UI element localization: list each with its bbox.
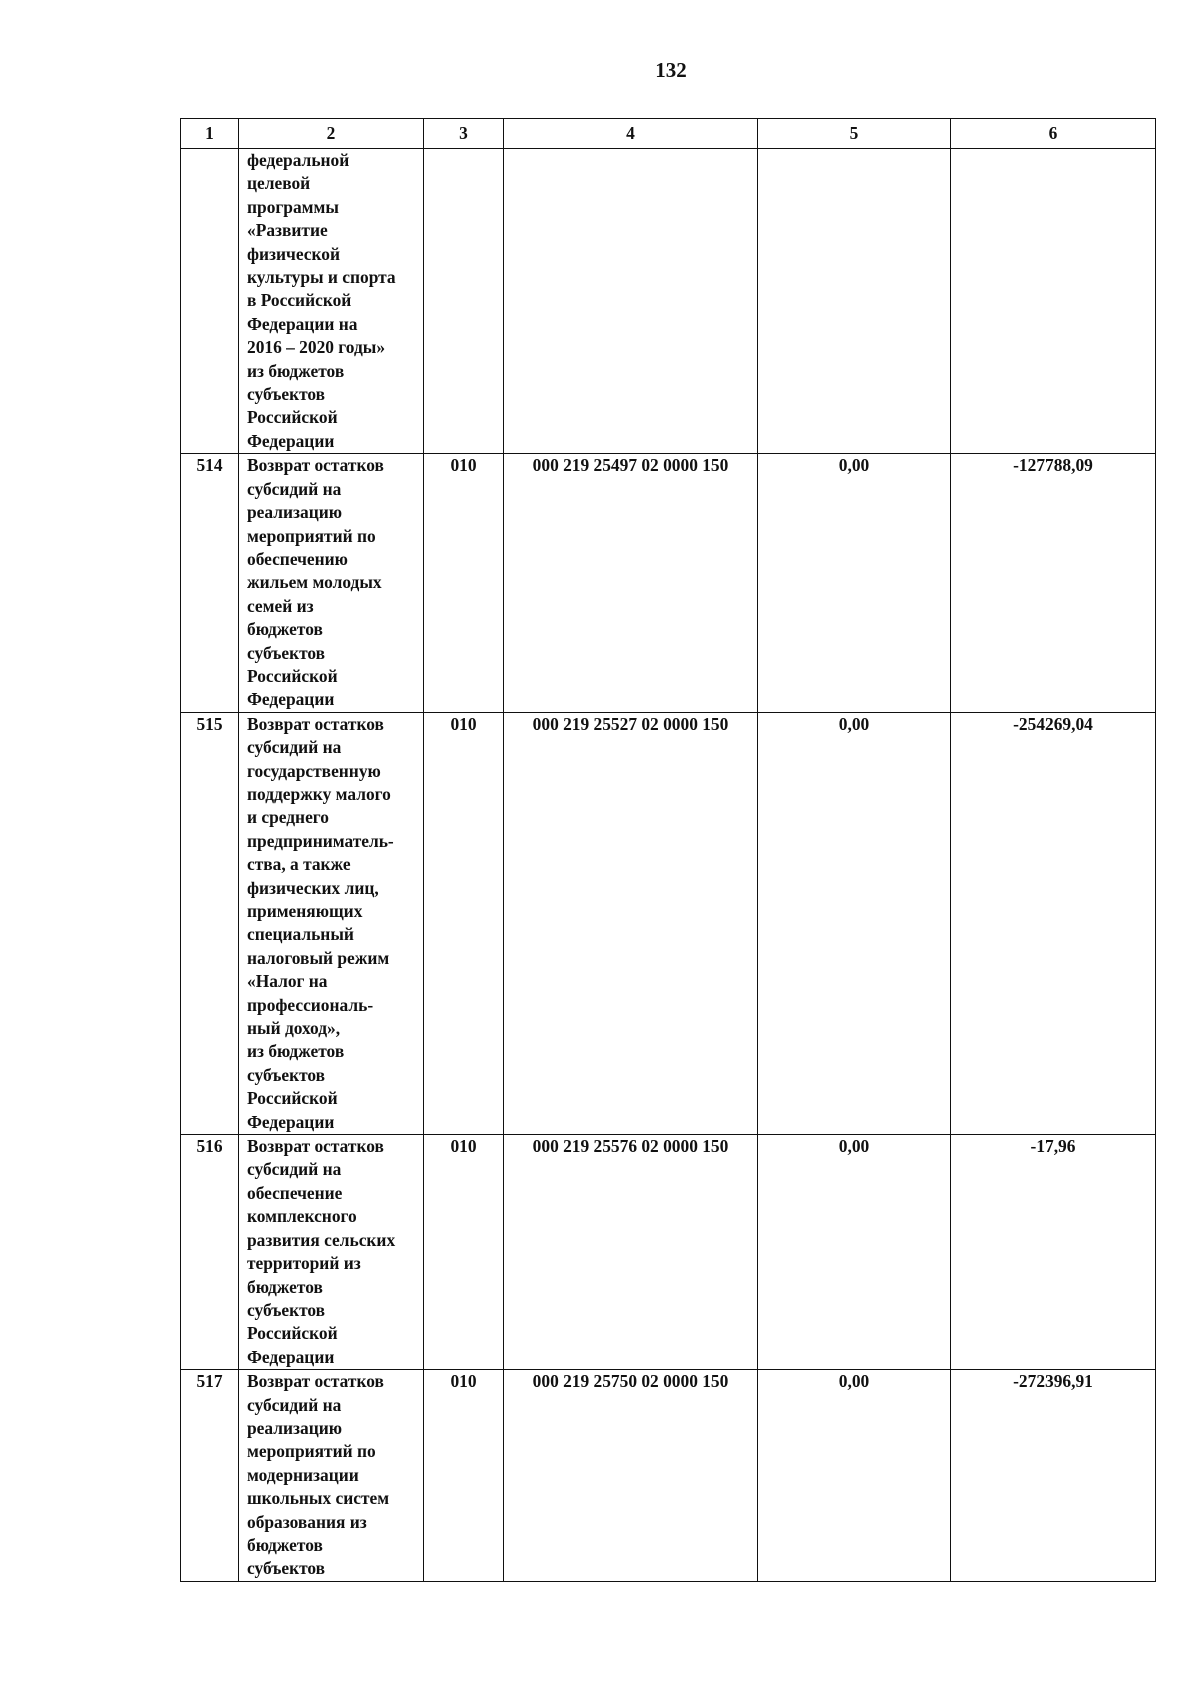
row-admin-code: 010 [424,1135,504,1370]
column-header-6: 6 [951,119,1156,149]
column-header-3: 3 [424,119,504,149]
row-number: 517 [181,1370,239,1582]
budget-table [180,118,1156,1582]
row-plan-amount: 0,00 [758,712,951,1134]
table-body [181,149,1156,1582]
row-admin-code: 010 [424,1370,504,1582]
column-header-4: 4 [504,119,758,149]
row-description: Возврат остатков субсидий на обеспечение комплексного развития сельских территорий из бюджетов субъектов Российской Федерации [239,1135,424,1370]
row-plan-amount: 0,00 [758,454,951,712]
row-actual-amount: -254269,04 [951,712,1156,1134]
column-header-5: 5 [758,119,951,149]
table-row [181,1135,1156,1370]
row-actual-amount: -127788,09 [951,454,1156,712]
column-header-2: 2 [239,119,424,149]
table-row [181,454,1156,712]
row-description: федеральной целевой программы «Развитие физической культуры и спорта в Российской Федерации на 2016 – 2020 годы» из бюджетов субъектов Российской Федерации [239,149,424,454]
row-number: 514 [181,454,239,712]
row-budget-code: 000 219 25497 02 0000 150 [504,454,758,712]
row-number: 516 [181,1135,239,1370]
row-admin-code: 010 [424,454,504,712]
table-header [181,119,1156,149]
page-number: 132 [655,58,687,82]
row-plan-amount: 0,00 [758,1135,951,1370]
row-actual-amount [951,149,1156,454]
row-description: Возврат остатков субсидий на государственную поддержку малого и среднего предприниматель- ства, а также физических лиц, применяющих специальный налоговый режим «Налог на профессиональ- ный доход», из бюджетов субъектов Российской Федерации [239,712,424,1134]
row-number [181,149,239,454]
row-budget-code: 000 219 25576 02 0000 150 [504,1135,758,1370]
table-row-continued [181,149,1156,454]
row-actual-amount: -272396,91 [951,1370,1156,1582]
row-actual-amount: -17,96 [951,1135,1156,1370]
column-header-1: 1 [181,119,239,149]
row-description: Возврат остатков субсидий на реализацию мероприятий по обеспечению жильем молодых семей из бюджетов субъектов Российской Федерации [239,454,424,712]
row-budget-code [504,149,758,454]
row-budget-code: 000 219 25527 02 0000 150 [504,712,758,1134]
row-plan-amount: 0,00 [758,1370,951,1582]
row-plan-amount [758,149,951,454]
header-row [181,119,1156,149]
row-admin-code [424,149,504,454]
row-budget-code: 000 219 25750 02 0000 150 [504,1370,758,1582]
row-description: Возврат остатков субсидий на реализацию мероприятий по модернизации школьных систем образования из бюджетов субъектов [239,1370,424,1582]
table-row [181,712,1156,1134]
row-number: 515 [181,712,239,1134]
table-row [181,1370,1156,1582]
row-admin-code: 010 [424,712,504,1134]
